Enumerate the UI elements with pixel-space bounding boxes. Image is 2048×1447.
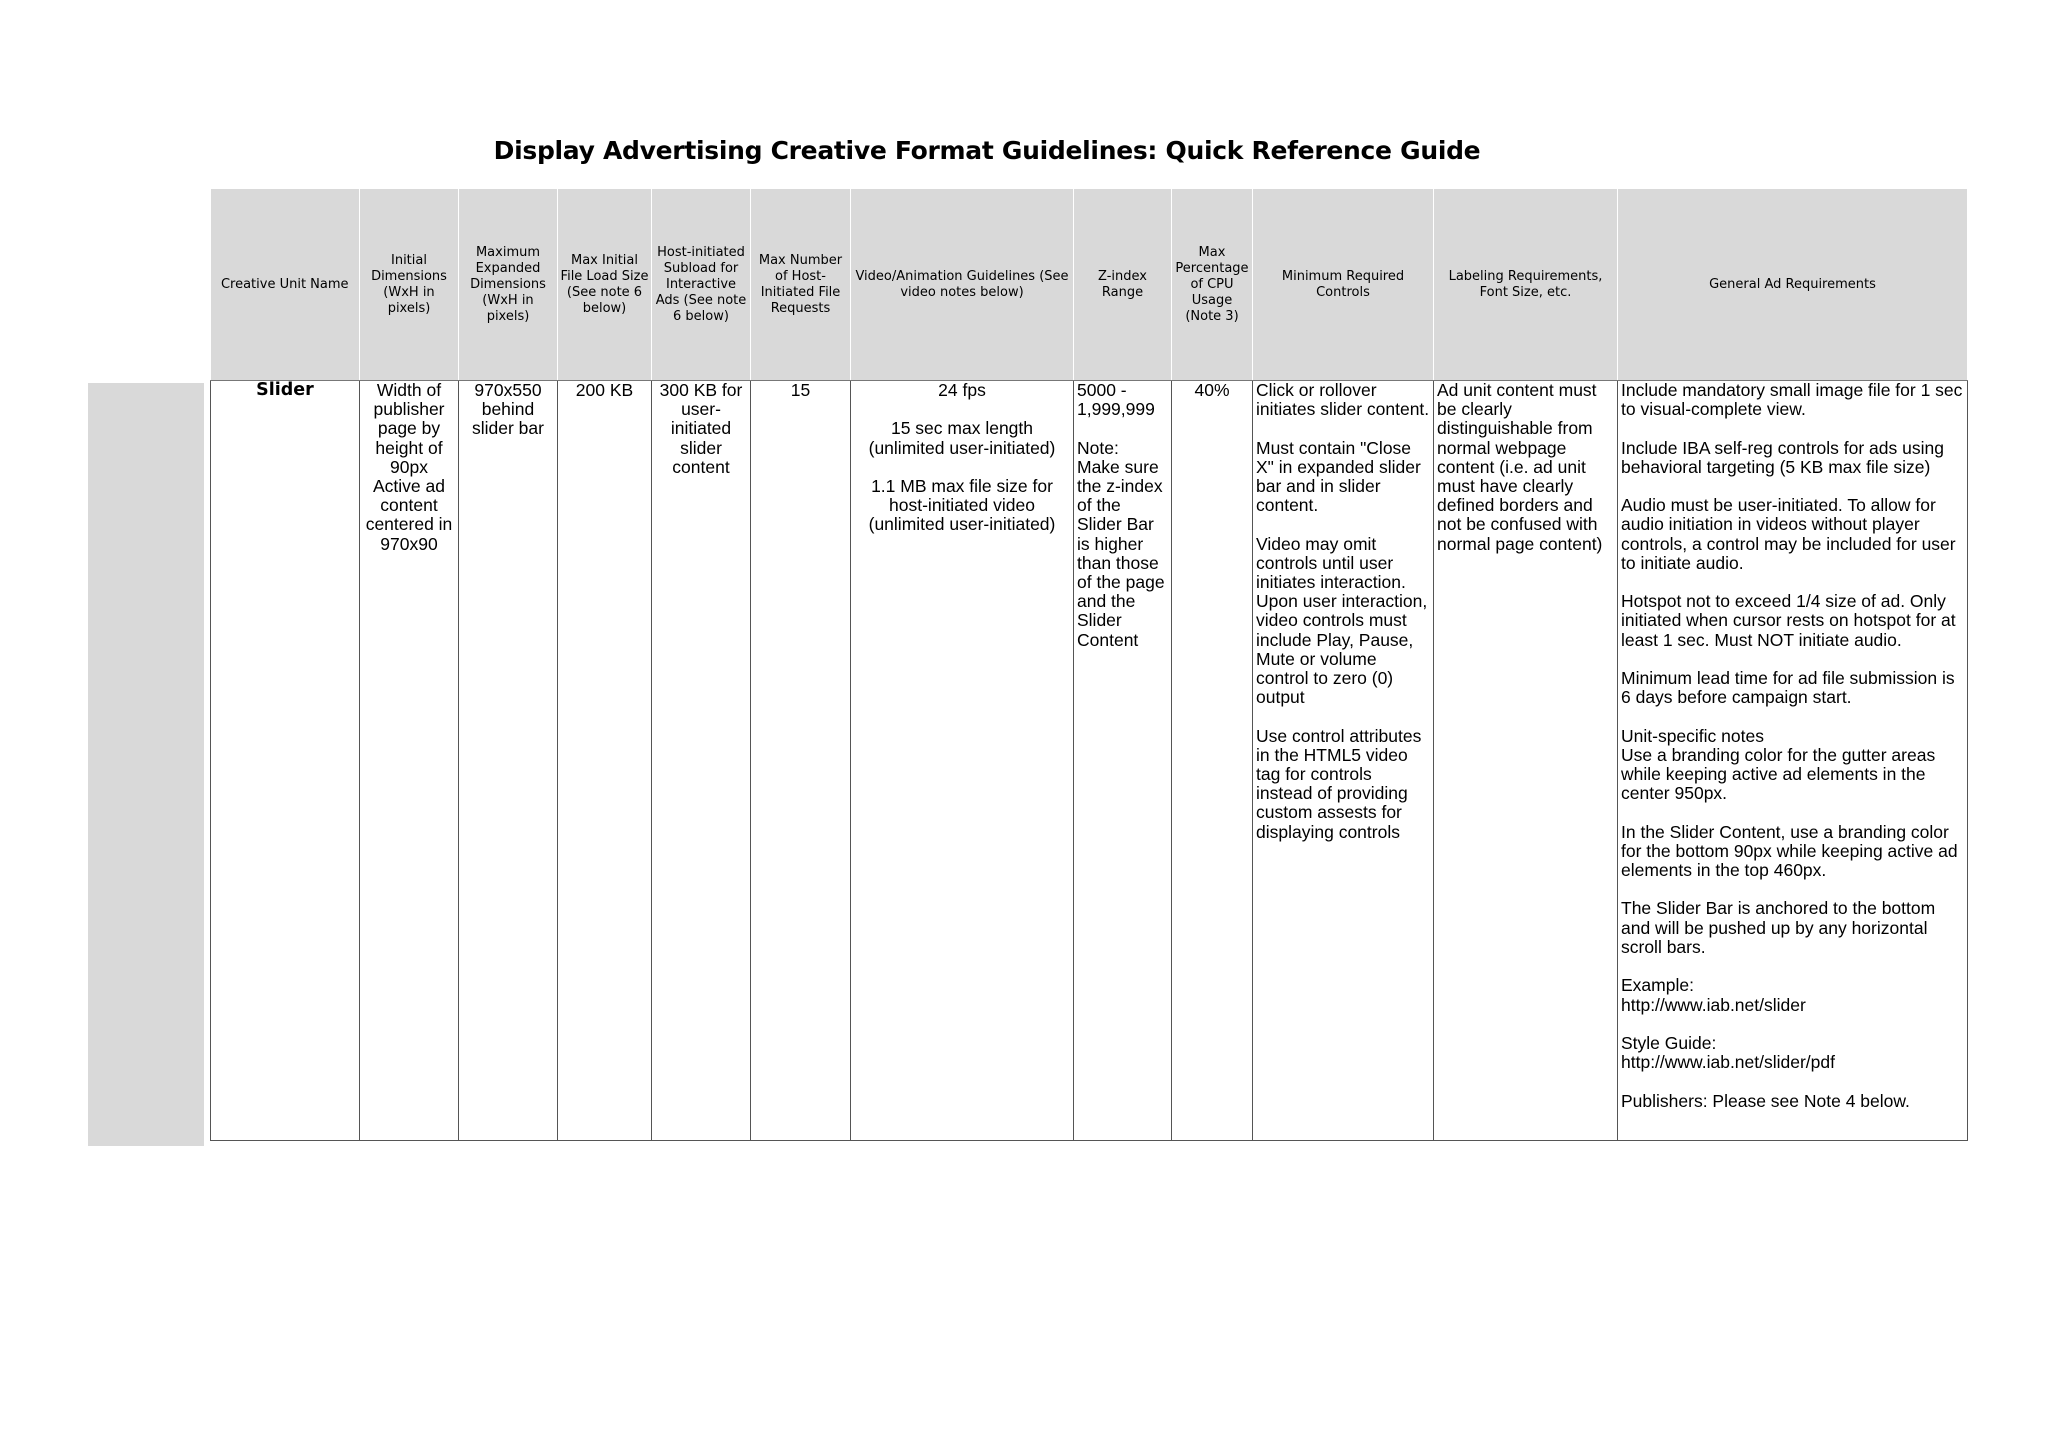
cell-video-animation: 24 fps 15 sec max length (unlimited user-initiated) 1.1 MB max file size for host-initiated video (unlimited user-initiated) xyxy=(851,381,1074,1141)
col-header-creative-unit-name: Creative Unit Name xyxy=(211,189,360,381)
cell-max-expanded-dimensions: 970x550 behind slider bar xyxy=(459,381,558,1141)
row-header-strip xyxy=(88,383,204,1146)
cell-host-initiated-subload: 300 KB for user-initiated slider content xyxy=(652,381,751,1141)
cell-max-file-requests: 15 xyxy=(751,381,851,1141)
cell-min-controls: Click or rollover initiates slider content. Must contain "Close X" in expanded slider bar and in slider content. Video may omit controls until user initiates interaction. Upon user interaction, video controls must include Play, Pause, Mute or volume control to zero (0) output Use control attributes in the HTML5 video tag for controls instead of providing custom assests for displaying controls xyxy=(1253,381,1434,1141)
col-header-max-expanded-dimensions: Maximum Expanded Dimensions (WxH in pixels) xyxy=(459,189,558,381)
col-header-max-cpu: Max Percentage of CPU Usage (Note 3) xyxy=(1172,189,1253,381)
col-header-z-index-range: Z-index Range xyxy=(1074,189,1172,381)
cell-general: Include mandatory small image file for 1 sec to visual-complete view. Include IBA self-reg controls for ads using behavioral targeting (5 KB max file size) Audio must be user-initiated. To allow for audio initiation in videos without player controls, a control may be included for user to initiate audio. Hotspot not to exceed 1/4 size of ad. Only initiated when cursor rests on hotspot for at least 1 sec. Must NOT initiate audio. Minimum lead time for ad file submission is 6 days before campaign start. Unit-specific notes Use a branding color for the gutter areas while keeping active ad elements in the center 950px. In the Slider Content, use a branding color for the bottom 90px while keeping active ad elements in the top 460px. The Slider Bar is anchored to the bottom and will be pushed up by any horizontal scroll bars. Example: http://www.iab.net/slider Style Guide: http://www.iab.net/slider/pdf Publishers: Please see Note 4 below. xyxy=(1618,381,1968,1141)
cell-labeling: Ad unit content must be clearly distinguishable from normal webpage content (i.e. ad unit must have clearly defined borders and not be confused with normal page content) xyxy=(1434,381,1618,1141)
cell-z-index-range: 5000 - 1,999,999 Note: Make sure the z-index of the Slider Bar is higher than those of the page and the Slider Content xyxy=(1074,381,1172,1141)
cell-max-cpu: 40% xyxy=(1172,381,1253,1141)
col-header-host-initiated-subload: Host-initiated Subload for Interactive Ads (See note 6 below) xyxy=(652,189,751,381)
page-title: Display Advertising Creative Format Guidelines: Quick Reference Guide xyxy=(493,136,1481,165)
col-header-max-initial-file-load: Max Initial File Load Size (See note 6 below) xyxy=(558,189,652,381)
col-header-video-animation: Video/Animation Guidelines (See video notes below) xyxy=(851,189,1074,381)
table-row xyxy=(211,381,1968,1141)
col-header-labeling: Labeling Requirements, Font Size, etc. xyxy=(1434,189,1618,381)
guidelines-table xyxy=(210,189,1968,1141)
col-header-general: General Ad Requirements xyxy=(1618,189,1968,381)
cell-creative-unit-name: Slider xyxy=(211,381,360,1141)
col-header-min-controls: Minimum Required Controls xyxy=(1253,189,1434,381)
cell-max-initial-file-load: 200 KB xyxy=(558,381,652,1141)
header-row xyxy=(211,189,1968,381)
col-header-initial-dimensions: Initial Dimensions (WxH in pixels) xyxy=(360,189,459,381)
col-header-max-file-requests: Max Number of Host-Initiated File Requests xyxy=(751,189,851,381)
cell-initial-dimensions: Width of publisher page by height of 90px Active ad content centered in 970x90 xyxy=(360,381,459,1141)
